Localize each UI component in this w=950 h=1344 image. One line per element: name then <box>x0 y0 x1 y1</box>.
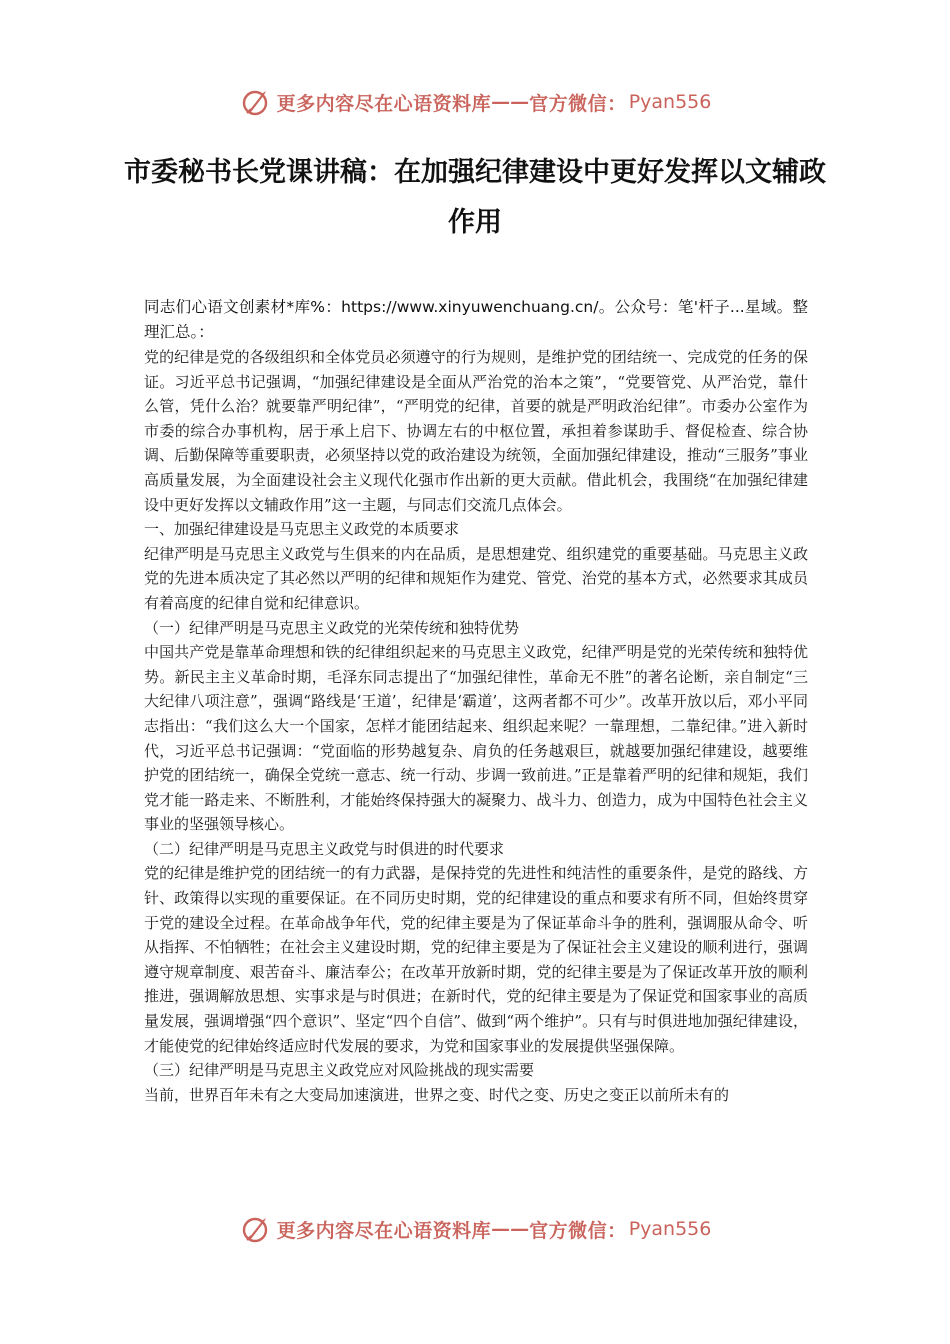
banner-label: 官方微信： <box>529 92 627 115</box>
document-title: 市委秘书长党课讲稿：在加强纪律建设中更好发挥以文辅政作用 <box>124 157 826 238</box>
banner-label: 官方微信： <box>529 1219 627 1242</box>
quill-pen-logo-icon <box>239 1212 273 1246</box>
subsection-2-text: 党的纪律是维护党的团结统一的有力武器，是保持党的先进性和纯洁性的重要条件，是党的路线、方针、政策得以实现的重要保证。在不同历史时期，党的纪律建设的重点和要求有所不同，但始终贯穿于党的建设全过程。在革命战争年代，党的纪律主要是为了保证革命斗争的胜利，强调服从命令、听从指挥、不怕牺牲；在社会主义建设时期，党的纪律主要是为了保证社会主义建设的顺利进行，强调遵守规章制度、艰苦奋斗、廉洁奉公；在改革开放新时期，党的纪律主要是为了保证改革开放的顺利推进，强调解放思想、实事求是与时俱进；在新时代，党的纪律主要是为了保证党和国家事业的高质量发展，强调增强“四个意识”、坚定“四个自信”、做到“两个维护”。只有与时俱进地加强纪律建设，才能使党的纪律始终适应时代发展的要求，为党和国家事业的发展提供坚强保障。 <box>144 864 808 1055</box>
subsection-2-heading: （二）纪律严明是马克思主义政党与时俱进的时代要求 <box>144 839 505 858</box>
header-banner <box>0 82 950 122</box>
quill-pen-logo-icon <box>239 85 273 119</box>
banner-text: 更多内容尽在心语资料库 <box>276 92 492 115</box>
subsection-1-text: 中国共产党是靠革命理想和铁的纪律组织起来的马克思主义政党，纪律严明是党的光荣传统和独特优势。新民主主义革命时期，毛泽东同志提出了“加强纪律性，革命无不胜”的著名论断，亲自制定“三大纪律八项注意”，强调“路线是‘王道’，纪律是‘霸道’，这两者都不可少”。改革开放以后，邓小平同志指出：“我们这么大一个国家，怎样才能团结起来、组织起来呢？一靠理想，二靠纪律。”进入新时代，习近平总书记强调：“党面临的形势越复杂、肩负的任务越艰巨，就越要加强纪律建设，越要维护党的团结统一，确保全党统一意志、统一行动、步调一致前进。”正是靠着严明的纪律和规矩，我们党才能一路走来、不断胜利，才能始终保持强大的凝聚力、战斗力、创造力，成为中国特色社会主义事业的坚强领导核心。 <box>144 643 808 834</box>
subsection-1-heading: （一）纪律严明是马克思主义政党的光荣传统和独特优势 <box>144 618 520 637</box>
subsection-3-heading: （三）纪律严明是马克思主义政党应对风险挑战的现实需要 <box>144 1061 535 1080</box>
banner-account: Pyan556 <box>628 1218 712 1240</box>
footer-banner <box>0 1209 950 1249</box>
source-line: 同志们心语文创素材*库%：https://www.xinyuwenchuang.cn/。公众号：笔'杆子...星域。整理汇总。： <box>144 298 808 341</box>
section-1-heading: 一、加强纪律建设是马克思主义政党的本质要求 <box>144 520 460 539</box>
intro-paragraph: 党的纪律是党的各级组织和全体党员必须遵守的行为规则，是维护党的团结统一、完成党的任务的保证。习近平总书记强调，“加强纪律建设是全面从严治党的治本之策”，“党要管党、从严治党，靠什么管，凭什么治？就要靠严明纪律”，“严明党的纪律，首要的就是严明政治纪律”。市委办公室作为市委的综合办事机构，居于承上启下、协调左右的中枢位置，承担着参谋助手、督促检查、综合协调、后勤保障等重要职责，必须坚持以党的政治建设为统领，全面加强纪律建设，推动“三服务”事业高质量发展，为全面建设社会主义现代化强市作出新的更大贡献。借此机会，我围绕“在加强纪律建设中更好发挥以文辅政作用”这一主题，与同志们交流几点体会。 <box>144 348 808 514</box>
banner-text: 更多内容尽在心语资料库 <box>276 1219 492 1242</box>
subsection-3-text: 当前，世界百年未有之大变局加速演进，世界之变、时代之变、历史之变正以前所未有的 <box>144 1085 730 1104</box>
document-body <box>144 295 808 1107</box>
banner-separator: —— <box>491 1218 530 1240</box>
section-1-intro: 纪律严明是马克思主义政党与生俱来的内在品质，是思想建党、组织建党的重要基础。马克思主义政党的先进本质决定了其必然以严明的纪律和规矩作为建党、管党、治党的基本方式，必然要求其成员有着高度的纪律自觉和纪律意识。 <box>144 544 808 612</box>
banner-account: Pyan556 <box>628 91 712 113</box>
banner-separator: —— <box>491 91 530 113</box>
